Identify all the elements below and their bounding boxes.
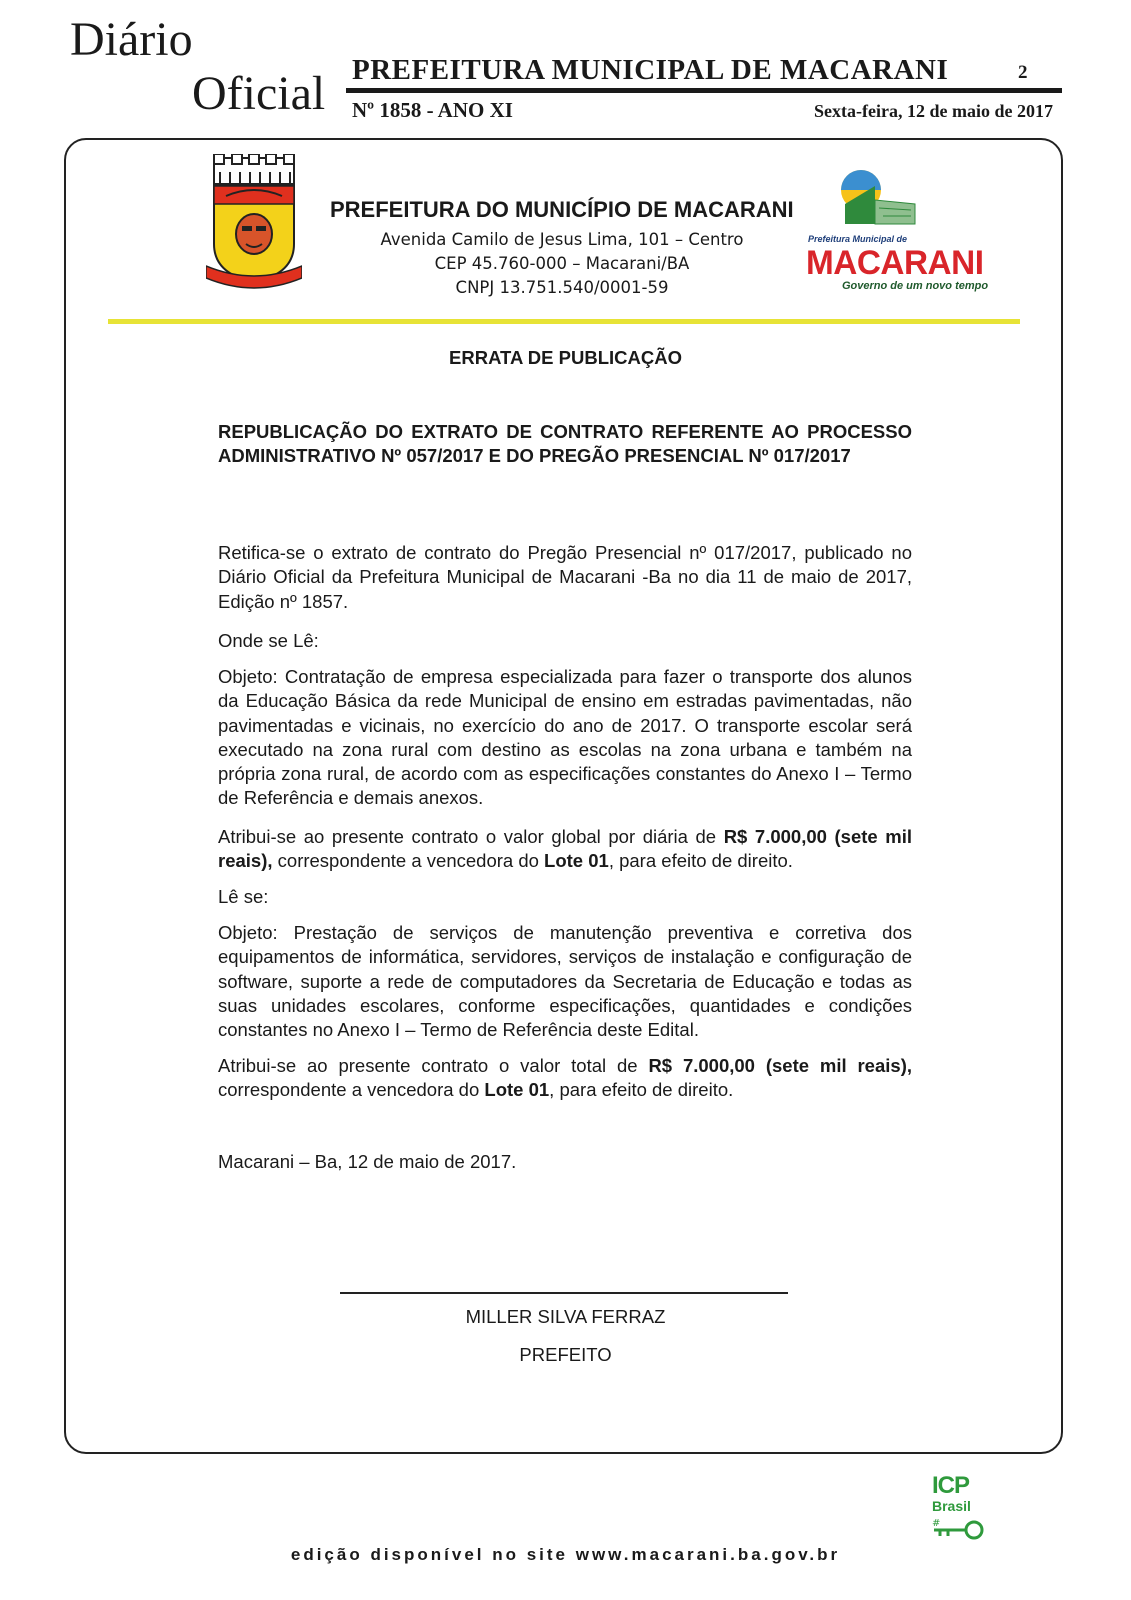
document-heading: ERRATA DE PUBLICAÇÃO — [449, 347, 682, 368]
signature-line — [340, 1292, 788, 1294]
icp-brasil-sub: Brasil — [932, 1498, 971, 1514]
brand-name: MACARANI — [806, 244, 984, 282]
valor-old-amount: R$ 7.000,00 (sete mil reais), — [218, 826, 913, 872]
letterhead-cnpj: CNPJ 13.751.540/0001-59 — [455, 278, 669, 297]
icp-brasil-title: ICP — [932, 1472, 970, 1499]
valor-old-pre: Atribui-se ao presente contrato o valor global por diária de — [218, 826, 724, 847]
icp-key-icon — [930, 1474, 990, 1542]
letterhead-name: PREFEITURA DO MUNICÍPIO DE MACARANI — [330, 197, 794, 222]
objeto-old-paragraph: Objeto: Contratação de empresa especializada para fazer o transporte dos alunos da Educação Básica da rede Municipal de ensino em estradas pavimentadas, não pavimentadas e vicinais, no exercício do ano de 2017. O transporte escolar será executado na zona rural com destino as escolas na zona urbana e também na própria zona rural, de acordo com as especificações constantes do Anexo I – Termo de Referência e demais anexos. — [218, 666, 912, 809]
valor-new-mid: correspondente a vencedora do — [218, 1079, 485, 1101]
onde-se-le-label: Onde se Lê: — [218, 630, 319, 651]
valor-new-post: , para efeito de direito. — [549, 1079, 734, 1101]
valor-new-pre: Atribui-se ao presente contrato o valor total de — [218, 1055, 649, 1076]
signatory-name: MILLER SILVA FERRAZ — [465, 1306, 666, 1327]
valor-new-amount: R$ 7.000,00 (sete mil reais), — [648, 1055, 912, 1076]
valor-old-mid: correspondente a vencedora do — [272, 850, 545, 872]
masthead-diario: Diário — [70, 13, 193, 66]
valor-old-lote: Lote 01 — [544, 850, 609, 872]
letterhead-cep: CEP 45.760-000 – Macarani/BA — [434, 254, 690, 273]
page-number: 2 — [1018, 62, 1028, 83]
valor-new-paragraph — [218, 1054, 912, 1103]
valor-old-paragraph — [218, 825, 912, 874]
masthead-title: PREFEITURA MUNICIPAL DE MACARANI — [352, 54, 949, 86]
valor-new-lote: Lote 01 — [484, 1079, 550, 1101]
letterhead-divider — [108, 319, 1020, 324]
signatory-role: PREFEITO — [519, 1344, 612, 1365]
document-subject: REPUBLICAÇÃO DO EXTRATO DE CONTRATO REFERENTE AO PROCESSO ADMINISTRATIVO Nº 057/2017 E DO PREGÃO PRESENCIAL Nº 017/2017 — [218, 421, 912, 466]
svg-text:#: # — [932, 1518, 941, 1529]
objeto-new-paragraph: Objeto: Prestação de serviços de manutenção preventiva e corretiva dos equipamentos de informática, servidores, serviços de instalação e configuração de software, suporte a rede de computadores da Secretaria de Educação e todas as suas unidades escolares, conforme especificações, quantidades e condições constantes no Anexo I – Termo de Referência deste Edital. — [218, 922, 912, 1041]
masthead-rule — [346, 88, 1062, 93]
place-date: Macarani – Ba, 12 de maio de 2017. — [218, 1151, 517, 1172]
masthead-oficial: Oficial — [192, 67, 326, 120]
intro-paragraph: Retifica-se o extrato de contrato do Pregão Presencial nº 017/2017, publicado no Diário Oficial da Prefeitura Municipal de Macarani -Ba no dia 11 de maio de 2017, Edição nº 1857. — [218, 542, 912, 612]
brand-slogan: Governo de um novo tempo — [842, 280, 989, 292]
valor-old-post: , para efeito de direito. — [608, 850, 793, 872]
edition-number: Nº 1858 - ANO XI — [352, 98, 513, 122]
letterhead-address: Avenida Camilo de Jesus Lima, 101 – Centro — [380, 230, 744, 249]
footer-site-text: edição disponível no site www.macarani.ba.gov.br — [290, 1545, 841, 1564]
le-se-label: Lê se: — [218, 886, 269, 907]
municipal-crest-icon — [206, 154, 302, 294]
edition-date: Sexta-feira, 12 de maio de 2017 — [814, 101, 1053, 121]
brand-pref-text: Prefeitura Municipal de — [808, 234, 908, 244]
